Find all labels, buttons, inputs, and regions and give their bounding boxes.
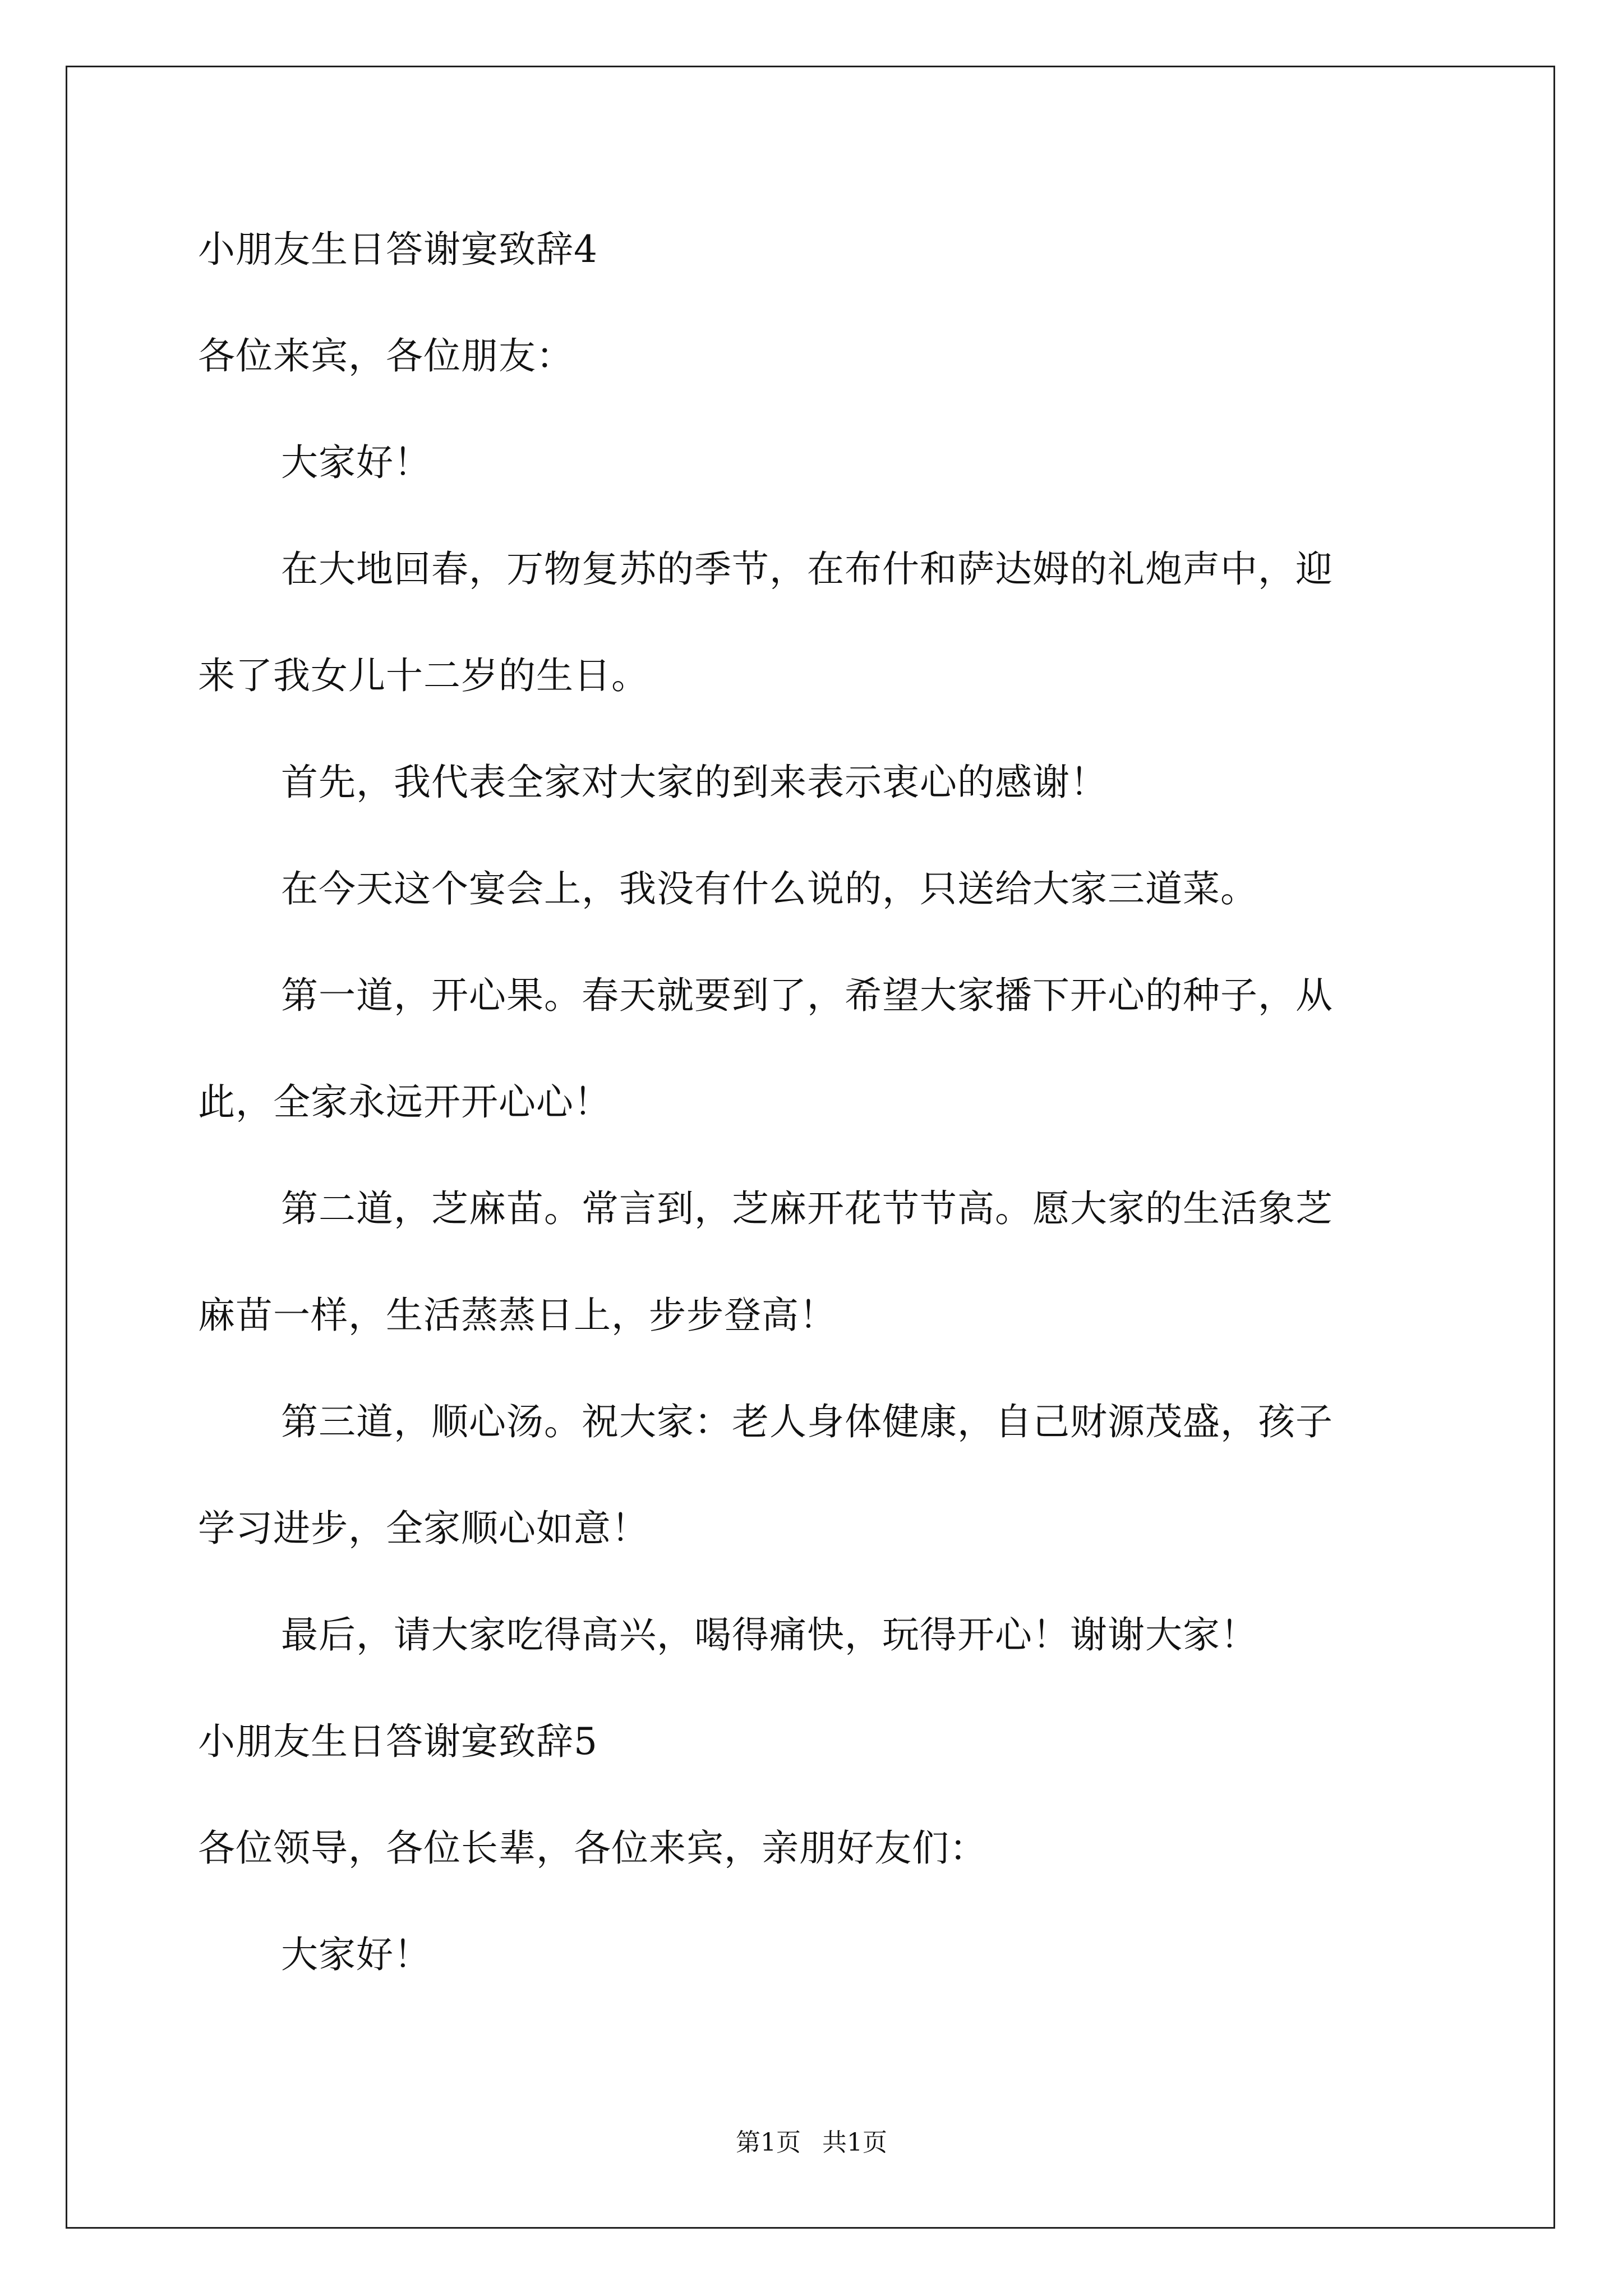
body-paragraph-line: 第二道，芝麻苗。常言到，芝麻开花节节高。愿大家的生活象芝 <box>281 1187 1333 1230</box>
body-paragraph-line: 来了我女儿十二岁的生日。 <box>198 654 649 697</box>
page-border <box>66 66 1555 2229</box>
body-paragraph-line: 最后，请大家吃得高兴，喝得痛快，玩得开心！谢谢大家！ <box>281 1613 1258 1657</box>
body-paragraph-line: 学习进步，全家顺心如意！ <box>198 1507 649 1550</box>
body-paragraph-line: 在大地回春，万物复苏的季节，在布什和萨达姆的礼炮声中，迎 <box>281 547 1333 591</box>
greeting-line: 大家好！ <box>281 441 431 484</box>
body-paragraph-line: 麻苗一样，生活蒸蒸日上，步步登高！ <box>198 1294 837 1337</box>
page-footer <box>0 2126 1623 2160</box>
body-paragraph-line: 第三道，顺心汤。祝大家：老人身体健康，自己财源茂盛，孩子 <box>281 1400 1333 1443</box>
page-number: 第1页 <box>736 2128 801 2157</box>
salutation-line: 各位来宾，各位朋友： <box>198 334 574 378</box>
body-paragraph-line: 第一道，开心果。春天就要到了，希望大家播下开心的种子，从 <box>281 974 1333 1017</box>
salutation-line: 各位领导，各位长辈，各位来宾，亲朋好友们： <box>198 1826 987 1870</box>
page-count: 共1页 <box>822 2128 887 2157</box>
heading-speech-5: 小朋友生日答谢宴致辞5 <box>198 1720 598 1763</box>
body-paragraph-line: 在今天这个宴会上，我没有什么说的，只送给大家三道菜。 <box>281 867 1258 910</box>
greeting-line: 大家好！ <box>281 1933 431 1976</box>
body-paragraph-line: 首先，我代表全家对大家的到来表示衷心的感谢！ <box>281 761 1108 804</box>
body-paragraph-line: 此，全家永远开开心心！ <box>198 1080 611 1124</box>
heading-speech-4: 小朋友生日答谢宴致辞4 <box>198 228 598 271</box>
